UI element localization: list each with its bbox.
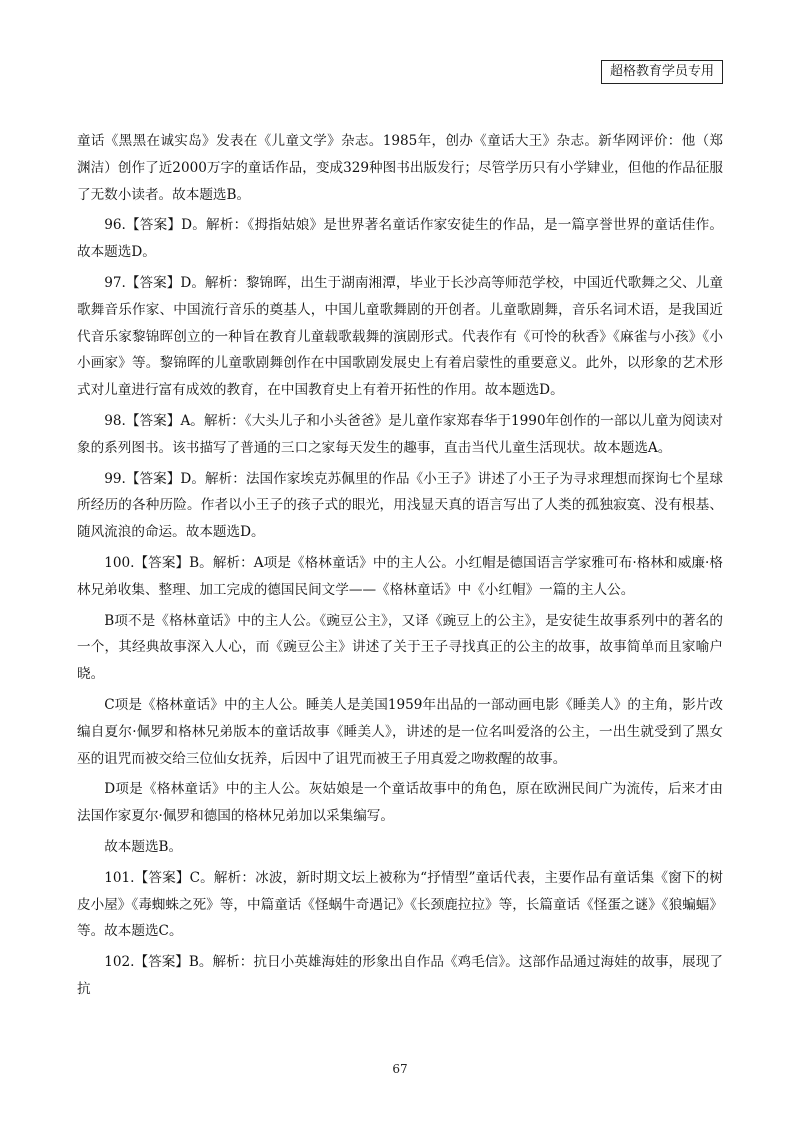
page-content <box>77 128 723 1007</box>
paragraph: 98.【答案】A。解析：《大头儿子和小头爸爸》是儿童作家郑春华于1990年创作的一部以儿童为阅读对象的系列图书。该书描写了普通的三口之家每天发生的趣事，直击当代儿童生活现状。故本题选A。 <box>77 412 723 456</box>
paragraph: 故本题选B。 <box>104 838 183 855</box>
header-badge: 超格教育学员专用 <box>601 60 723 84</box>
paragraph: B项不是《格林童话》中的主人公。《豌豆公主》，又译《豌豆上的公主》，是安徒生故事系列中的著名的一个，其经典故事深入人心，而《豌豆公主》讲述了关于王子寻找真正的公主的故事，故事简单而且家喻户晓。 <box>77 612 723 683</box>
paragraph: 96.【答案】D。解析：《拇指姑娘》是世界著名童话作家安徒生的作品，是一篇享誉世界的童话佳作。故本题选D。 <box>77 217 723 261</box>
paragraph: C项是《格林童话》中的主人公。睡美人是美国1959年出品的一部动画电影《睡美人》的主角，影片改编自夏尔·佩罗和格林兄弟版本的童话故事《睡美人》，讲述的是一位名叫爱洛的公主，一出生就受到了黑女巫的诅咒而被交给三位仙女抚养，后因中了诅咒而被王子用真爱之吻救醒的故事。 <box>77 696 723 767</box>
paragraph: 102.【答案】B。解析：抗日小英雄海娃的形象出自作品《鸡毛信》。这部作品通过海娃的故事，展现了抗 <box>77 954 723 997</box>
paragraph: 101.【答案】C。解析：冰波，新时期文坛上被称为“抒情型”童话代表，主要作品有童话集《窗下的树皮小屋》《毒蜘蛛之死》等，中篇童话《怪蜗牛奇遇记》《长颈鹿拉拉》等，长篇童话《怪蛋之谜》《狼蝙蝠》等。故本题选C。 <box>77 869 723 940</box>
paragraph: 99.【答案】D。解析：法国作家埃克苏佩里的作品《小王子》讲述了小王子为寻求理想而探询七个星球所经历的各种历险。作者以小王子的孩子式的眼光，用浅显天真的语言写出了人类的孤独寂寞、没有根基、随风流浪的命运。故本题选D。 <box>77 470 723 541</box>
page-number: 67 <box>392 1062 408 1076</box>
paragraph: 97.【答案】D。解析：黎锦晖，出生于湖南湘潭，毕业于长沙高等师范学校，中国近代歌舞之父、儿童歌舞音乐作家、中国流行音乐的奠基人，中国儿童歌舞剧的开创者。儿童歌剧舞，音乐名词术语，是我国近代音乐家黎锦晖创立的一种旨在教育儿童载歌载舞的演剧形式。代表作有《可怜的秋香》《麻雀与小孩》《小小画家》等。黎锦晖的儿童歌剧舞创作在中国歌剧发展史上有着启蒙性的重要意义。此外，以形象的艺术形式对儿童进行富有成效的教育，在中国教育史上有着开拓性的作用。故本题选D。 <box>77 274 723 399</box>
paragraph: D项是《格林童话》中的主人公。灰姑娘是一个童话故事中的角色，原在欧洲民间广为流传，后来才由法国作家夏尔·佩罗和德国的格林兄弟加以采集编写。 <box>77 781 723 825</box>
paragraph: 童话《黑黑在诚实岛》发表在《儿童文学》杂志。1985年，创办《童话大王》杂志。新华网评价：他（郑渊洁）创作了近2000万字的童话作品，变成329种图书出版发行；尽管学历只有小学肄业，但他的作品征服了无数小读者。故本题选B。 <box>77 133 723 203</box>
paragraph: 100.【答案】B。解析：A项是《格林童话》中的主人公。小红帽是德国语言学家雅可布·格林和威廉·格林兄弟收集、整理、加工完成的德国民间文学——《格林童话》中《小红帽》一篇的主人公。 <box>77 554 723 598</box>
